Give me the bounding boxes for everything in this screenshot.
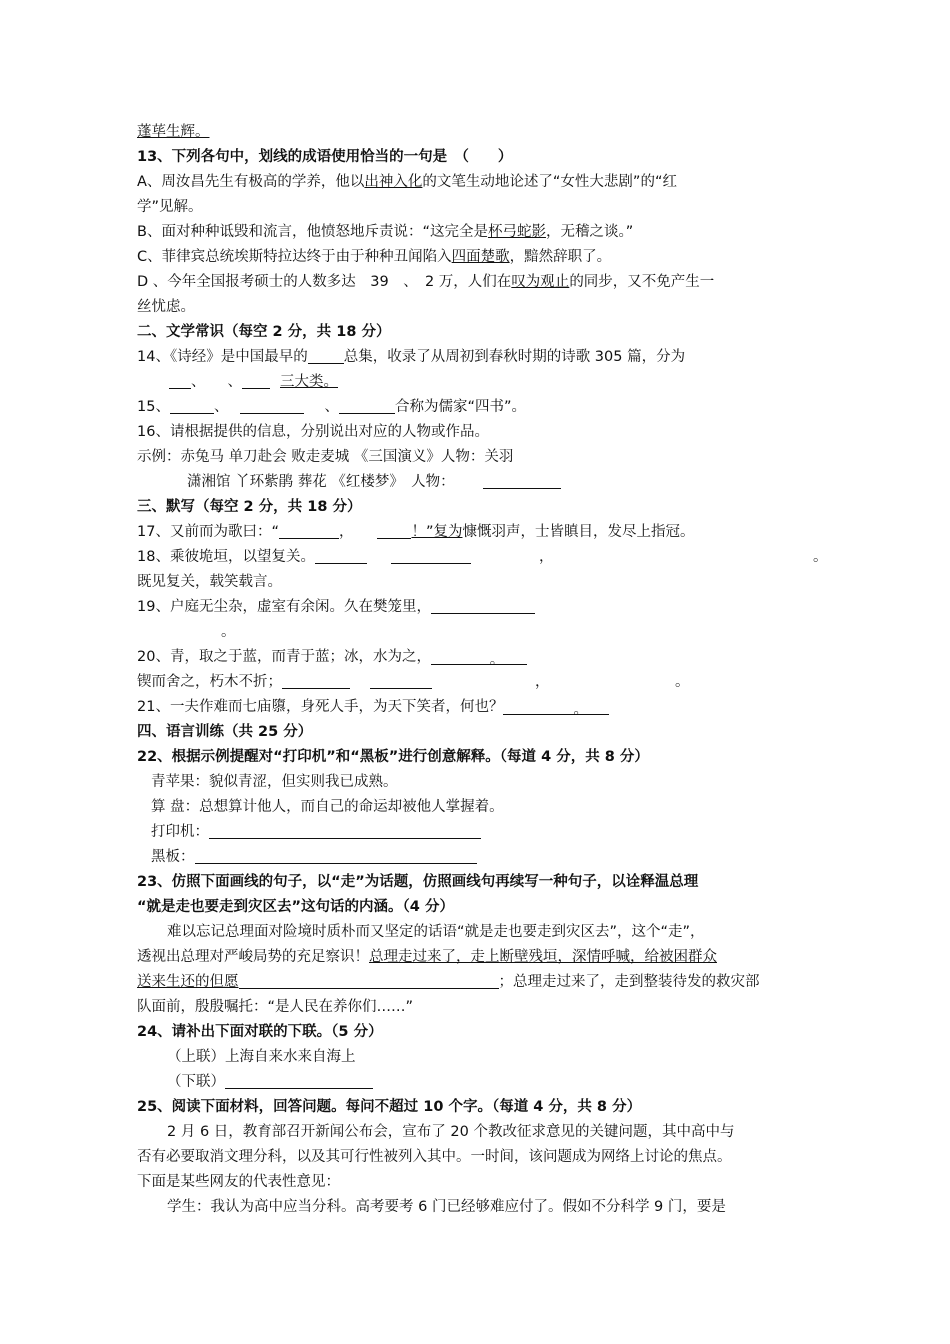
answer-blank[interactable]	[242, 372, 270, 389]
q23-passage-2: 透视出总理对严峻局势的充足察识！总理走过来了，走上断壁残垣，深情呼喊，给被困群众	[137, 949, 717, 965]
section-2-title: 二、文学常识（每空 2 分，共 18 分）	[137, 324, 391, 340]
q24-upper: （上联）上海自来水来自海上	[167, 1049, 356, 1065]
q23-passage-3: 送来生还的但愿 ；总理走过来了，走到整装待发的救灾部	[137, 974, 760, 990]
q13-option-d: D 、今年全国报考硕士的人数多达 39 、 2 万，人们在叹为观止的同步，又不免产生一	[137, 274, 715, 290]
q13-option-d-cont: 丝忧虑。	[137, 299, 195, 315]
q22: 22、根据示例提醒对“打印机”和“黑板”进行创意解释。（每道 4 分，共 8 分）	[137, 749, 649, 765]
idiom-underlined: 杯弓蛇影	[487, 224, 546, 240]
q22-printer: 打印机：	[137, 820, 817, 845]
q17: 17、又前而为歌曰：“ ， ！”复为慷慨羽声，士皆瞋目，发尽上指冠。	[137, 524, 695, 540]
q25-passage-1: 2 月 6 日，教育部召开新闻公布会，宣布了 20 个教改征求意见的关键问题，其中高中与	[167, 1124, 735, 1140]
q18: 18、乘彼垝垣，以望复关。 ， 。	[137, 549, 828, 565]
q23-cont: “就是走也要走到灾区去”这句话的内涵。（4 分）	[137, 899, 454, 915]
board-answer-blank[interactable]	[195, 847, 477, 864]
answer-blank[interactable]	[339, 397, 395, 414]
q22-example-1: 青苹果：貌似青涩，但实则我已成熟。	[151, 774, 398, 790]
q16: 16、请根据提供的信息，分别说出对应的人物或作品。	[137, 424, 489, 440]
answer-blank[interactable]	[483, 472, 561, 489]
q13-option-a: A、周汝昌先生有极高的学养，他以出神入化的文笔生动地论述了“女性大悲剧”的“红	[137, 174, 677, 190]
answer-blank[interactable]	[308, 347, 344, 364]
answer-blank[interactable]	[170, 397, 214, 414]
q12-tail: 蓬荜生辉。	[137, 124, 210, 140]
answer-blank[interactable]	[225, 1072, 373, 1089]
answer-blank[interactable]: 。	[431, 648, 527, 665]
printer-answer-blank[interactable]	[209, 822, 481, 839]
idiom-underlined: 出神入化	[364, 174, 423, 190]
q20: 20、青，取之于蓝，而青于蓝；冰，水为之， 。	[137, 645, 817, 670]
section-4-title: 四、语言训练（共 25 分）	[137, 724, 313, 740]
q13-option-b: B、面对种种诋毁和流言，他愤怒地斥责说：“这完全是杯弓蛇影，无稽之谈。”	[137, 224, 634, 240]
q25-passage-2: 否有必要取消文理分科，以及其可行性被列入其中。一时间，该问题成为网络上讨论的焦点。	[137, 1149, 732, 1165]
q24: 24、请补出下面对联的下联。（5 分）	[137, 1024, 383, 1040]
q16-task: 潇湘馆 丫环紫鹃 葬花 《红楼梦》 人物：	[137, 470, 817, 495]
exam-page	[137, 120, 828, 1220]
q13-title: 13、下列各句中，划线的成语使用恰当的一句是 （ ）	[137, 149, 513, 165]
q25-passage-4: 学生：我认为高中应当分科。高考要考 6 门已经够难应付了。假如不分科学 9 门，要是	[167, 1199, 726, 1215]
answer-blank[interactable]	[279, 522, 339, 539]
q24-lower: （下联）	[137, 1070, 817, 1095]
q23-passage-1: 难以忘记总理面对险境时质朴而又坚定的话语“就是走也要走到灾区去”，这个“走”，	[167, 924, 705, 940]
q25: 25、阅读下面材料，回答问题。每问不超过 10 个字。（每道 4 分，共 8 分）	[137, 1099, 642, 1115]
answer-blank[interactable]: 。	[503, 698, 609, 715]
answer-blank[interactable]	[391, 547, 471, 564]
answer-blank[interactable]	[431, 597, 535, 614]
q19: 19、户庭无尘杂，虚室有余闲。久在樊笼里，	[137, 595, 817, 620]
q14-cont: 、 、 三大类。	[137, 370, 817, 395]
q14: 14、《诗经》是中国最早的 总集，收录了从周初到春秋时期的诗歌 305 篇，分为	[137, 349, 686, 365]
answer-blank[interactable]	[240, 397, 304, 414]
q21: 21、一夫作难而七庙隳，身死人手，为天下笑者，何也？ 。	[137, 695, 817, 720]
answer-blank[interactable]	[169, 372, 191, 389]
q15: 15、 、 、 合称为儒家“四书”。	[137, 399, 526, 415]
q13-option-a-cont: 学”见解。	[137, 199, 203, 215]
answer-blank[interactable]	[370, 672, 432, 689]
q23: 23、仿照下面画线的句子，以“走”为话题，仿照画线句再续写一种句子，以诠释温总理	[137, 874, 699, 890]
answer-blank[interactable]	[377, 522, 411, 539]
q22-board: 黑板：	[137, 845, 817, 870]
answer-blank[interactable]	[239, 972, 499, 989]
idiom-underlined: 四面楚歌	[451, 249, 510, 265]
answer-blank[interactable]	[282, 672, 350, 689]
q20-cont: 锲而舍之，朽木不折； ， 。	[137, 674, 690, 690]
answer-blank[interactable]	[315, 547, 367, 564]
q13-option-c: C、菲律宾总统埃斯特拉达终于由于种种丑闻陷入四面楚歌，黯然辞职了。	[137, 249, 612, 265]
idiom-underlined: 叹为观止	[511, 274, 570, 290]
q18-cont: 既见复关，载笑载言。	[137, 574, 282, 590]
q16-example: 示例：赤兔马 单刀赴会 败走麦城 《三国演义》人物：关羽	[137, 449, 514, 465]
q19-cont: 。	[221, 624, 236, 640]
q23-passage-4: 队面前，殷殷嘱托：“是人民在养你们……”	[137, 999, 414, 1015]
section-3-title: 三、默写（每空 2 分，共 18 分）	[137, 499, 362, 515]
q22-example-2: 算 盘：总想算计他人，而自己的命运却被他人掌握着。	[151, 799, 504, 815]
q25-passage-3: 下面是某些网友的代表性意见：	[137, 1174, 340, 1190]
